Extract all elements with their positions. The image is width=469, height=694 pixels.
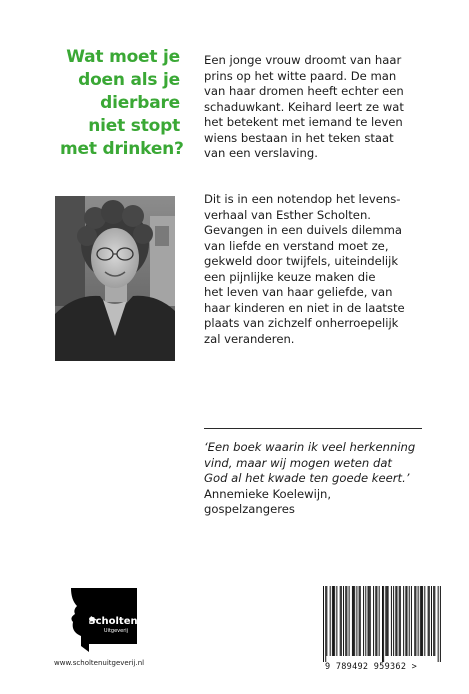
barcode-bar: [334, 586, 335, 656]
barcode-bar: [369, 586, 370, 656]
headline: [60, 46, 184, 161]
barcode-bar: [353, 586, 354, 656]
barcode-bar: [370, 586, 371, 656]
quote-author: Annemieke Koelewijn,: [204, 486, 332, 501]
barcode-bar: [365, 586, 366, 656]
text-line: haar kinderen en niet in de laatste: [204, 300, 405, 315]
barcode-bar: [345, 586, 346, 656]
text-line: van haar dromen heeft echter een: [204, 84, 404, 98]
headline-line: Wat moet je: [66, 47, 180, 67]
barcode-bar: [382, 586, 383, 662]
text-line: Gevangen in een duivels dilemma: [204, 223, 403, 237]
barcode-bar: [373, 586, 374, 656]
story-paragraph: [204, 192, 429, 347]
barcode-bar: [343, 586, 344, 656]
barcode-bar: [326, 586, 327, 656]
barcode-bar: [438, 586, 439, 662]
barcode-bar: [336, 586, 337, 656]
text-line: Dit is in een notendop het levens-: [204, 192, 401, 206]
barcode-bar: [388, 586, 389, 656]
text-line: het leven van haar geliefde, van: [204, 285, 393, 299]
barcode-bar: [325, 586, 326, 662]
quote-line: ‘Een boek waarin ik veel herkenning: [204, 440, 416, 454]
barcode-bar: [332, 586, 333, 656]
barcode-bar: [405, 586, 406, 656]
barcode-bar: [409, 586, 410, 656]
barcode-bar: [428, 586, 429, 656]
headline-line: met drinken?: [60, 139, 184, 159]
barcode-bar: [323, 586, 324, 662]
barcode-bar: [421, 586, 422, 656]
text-line: Een jonge vrouw droomt van haar: [204, 53, 402, 67]
text-line: een pijnlijke keuze maken die: [204, 269, 376, 284]
barcode-bar: [414, 586, 415, 656]
barcode-bar: [395, 586, 396, 656]
quote-line: God al het kwade ten goede keert.’: [204, 471, 410, 485]
text-line: zal veranderen.: [204, 331, 295, 346]
barcode-bar: [385, 586, 386, 656]
barcode-bar: [406, 586, 407, 656]
barcode-bar: [363, 586, 364, 656]
barcode-bar: [352, 586, 353, 656]
barcode-bar: [360, 586, 361, 656]
text-line: prins op het witte paard. De man: [204, 68, 397, 83]
quote-line: vind, maar wij mogen weten dat: [204, 455, 392, 470]
publisher-name: Scholten: [88, 616, 138, 627]
barcode-bar: [420, 586, 421, 656]
barcode-bar: [354, 586, 355, 656]
publisher-website: www.scholtenuitgeverij.nl: [54, 659, 145, 667]
barcode-bar: [379, 586, 380, 656]
publisher-logo: [69, 588, 139, 652]
barcode-bar: [400, 586, 401, 656]
barcode-bar: [376, 586, 377, 656]
text-line: van een verslaving.: [204, 146, 318, 160]
text-line: van liefde en verstand moet ze,: [204, 238, 389, 253]
headline-line: doen als je: [78, 70, 180, 90]
barcode-bar: [415, 586, 416, 656]
isbn-barcode: [323, 586, 441, 662]
barcode-bar: [403, 586, 404, 656]
headline-line: dierbare: [100, 93, 180, 113]
barcode-bar: [393, 586, 394, 656]
barcode-bar: [386, 586, 387, 656]
barcode-bar: [418, 586, 419, 656]
barcode-bar: [349, 586, 350, 656]
quote-author-role: gospelzangeres: [204, 502, 295, 516]
barcode-bar: [383, 586, 384, 662]
text-line: plaats van zichzelf onherroepelijk: [204, 316, 399, 330]
endorsement-quote: [204, 440, 429, 518]
barcode-bar: [429, 586, 430, 656]
headline-line: niet stopt: [88, 116, 180, 136]
barcode-bar: [333, 586, 334, 656]
barcode-bar: [341, 586, 342, 656]
barcode-bar: [424, 586, 425, 656]
barcode-bar: [411, 586, 412, 656]
text-line: wiens bestaan in het teken staat: [204, 130, 394, 145]
barcode-bar: [359, 586, 360, 656]
barcode-bar: [399, 586, 400, 656]
text-line: verhaal van Esther Scholten.: [204, 207, 371, 222]
barcode-bar: [346, 586, 347, 656]
author-photo: [55, 196, 175, 361]
intro-paragraph: [204, 53, 429, 162]
barcode-bar: [356, 586, 357, 656]
barcode-bar: [340, 586, 341, 656]
barcode-bar: [330, 586, 331, 656]
text-line: het betekent met iemand te leven: [204, 115, 403, 129]
barcode-bar: [433, 586, 434, 656]
barcode-bar: [396, 586, 397, 656]
barcode-bar: [422, 586, 423, 656]
barcode-bar: [434, 586, 435, 656]
publisher-subtitle: Uitgeverij: [103, 628, 129, 634]
text-line: gekweld door twijfels, uiteindelijk: [204, 254, 399, 268]
barcode-bar: [391, 586, 392, 656]
publisher-logo-mark: [69, 588, 139, 652]
text-line: schaduwkant. Keihard leert ze wat: [204, 99, 404, 114]
barcode-bar: [440, 586, 441, 662]
isbn-number: 9 789492 959362 >: [325, 662, 418, 672]
barcode-bar: [375, 586, 376, 656]
barcode-bar: [368, 586, 369, 656]
author-portrait-image: [55, 196, 175, 361]
quote-divider: [204, 428, 422, 429]
barcode-bar: [431, 586, 432, 656]
